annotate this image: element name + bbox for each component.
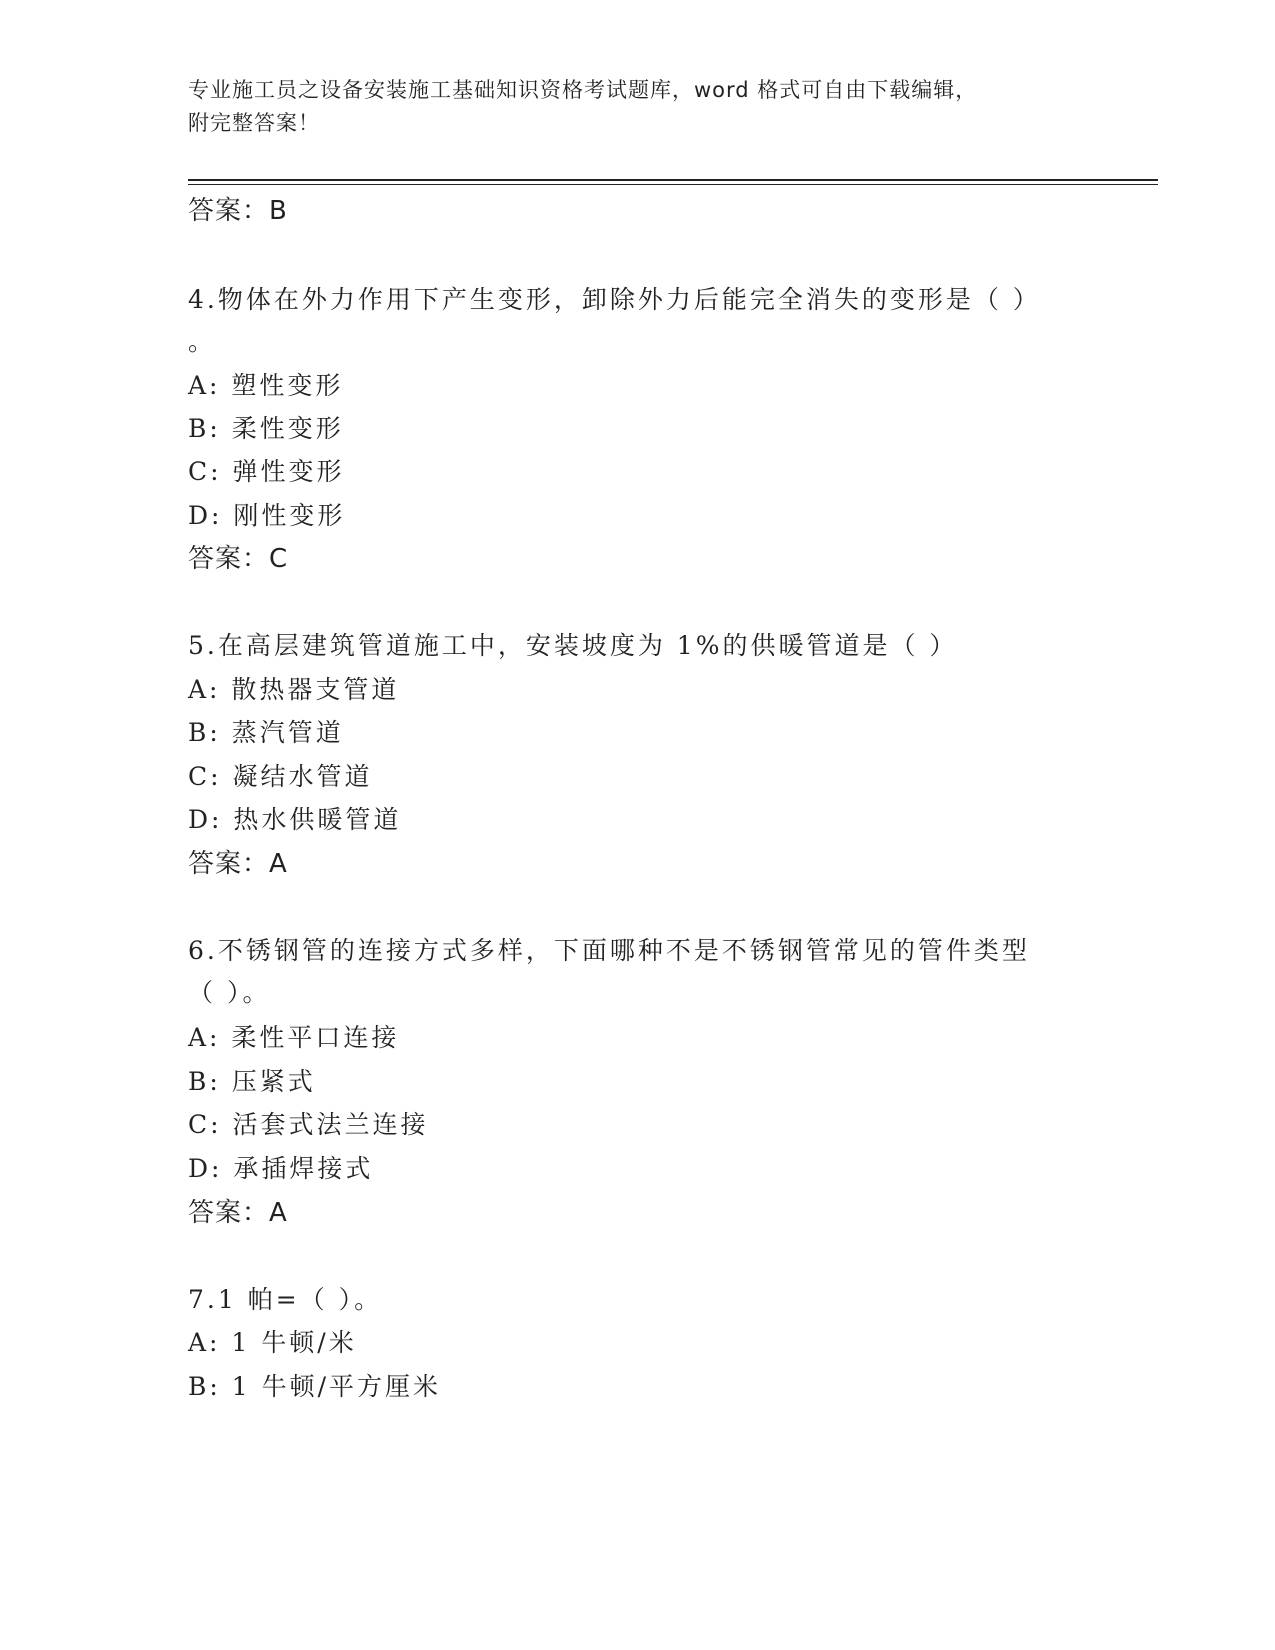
question-7-option-b: B: 1 牛顿/平方厘米	[188, 1372, 442, 1401]
question-4-option-a: A: 塑性变形	[188, 371, 344, 400]
answer-q6: 答案：A	[188, 1198, 288, 1228]
question-4-option-b: B: 柔性变形	[188, 414, 344, 443]
question-7-option-a: A: 1 牛顿/米	[188, 1328, 357, 1357]
question-5-option-c: C: 凝结水管道	[188, 762, 373, 791]
question-4-stem-cont: 。	[188, 327, 217, 356]
question-5-option-b: B: 蒸汽管道	[188, 718, 344, 747]
question-5-option-d: D: 热水供暖管道	[188, 805, 402, 834]
question-6-stem: 6.不锈钢管的连接方式多样，下面哪种不是不锈钢管常见的管件类型	[188, 936, 1030, 965]
answer-q3: 答案：B	[188, 196, 288, 226]
question-7-stem: 7.1 帕=（ ）。	[188, 1285, 383, 1314]
question-6-stem-cont: （ ）。	[188, 978, 271, 1007]
document-header	[188, 74, 1048, 140]
question-6-option-a: A: 柔性平口连接	[188, 1023, 400, 1052]
header-line-2: 附完整答案！	[188, 111, 320, 135]
question-4-option-c: C: 弹性变形	[188, 457, 345, 486]
question-5-option-a: A: 散热器支管道	[188, 675, 400, 704]
answer-q5: 答案：A	[188, 849, 288, 879]
header-divider-thick	[188, 179, 1158, 181]
header-divider-thin	[188, 184, 1158, 185]
question-6-option-b: B: 压紧式	[188, 1067, 316, 1096]
question-6-option-d: D: 承插焊接式	[188, 1154, 374, 1183]
question-6-option-c: C: 活套式法兰连接	[188, 1110, 429, 1139]
question-4-option-d: D: 刚性变形	[188, 501, 346, 530]
question-5-stem: 5.在高层建筑管道施工中，安装坡度为 1%的供暖管道是（ ）	[188, 631, 958, 660]
header-line-1: 专业施工员之设备安装施工基础知识资格考试题库，word 格式可自由下载编辑，	[188, 78, 978, 102]
answer-q4: 答案：C	[188, 544, 289, 574]
question-4-stem: 4.物体在外力作用下产生变形，卸除外力后能完全消失的变形是（ ）	[188, 285, 1041, 314]
